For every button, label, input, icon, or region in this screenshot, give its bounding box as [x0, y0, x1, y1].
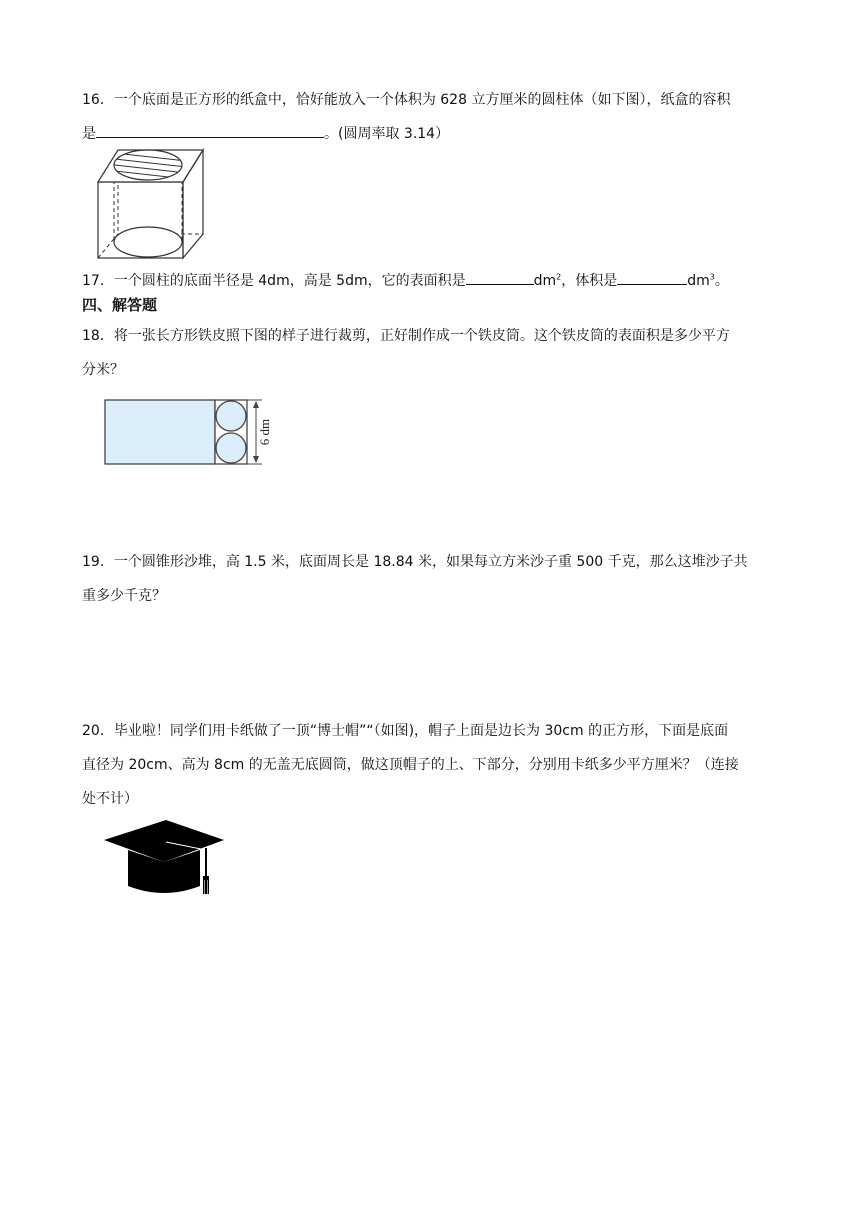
question-18 — [82, 319, 812, 387]
question-20 — [82, 714, 812, 816]
question-text: 一个底面是正方形的纸盒中，恰好能放入一个体积为 628 立方厘米的圆柱体（如下图），纸盒的容积 — [113, 92, 731, 108]
question-text: 直径为 20cm、高为 8cm 的无盖无底圆筒，做这顶帽子的上、下部分，分别用卡纸多少平方厘米？（连接 — [82, 757, 739, 773]
unit-exponent: 3 — [709, 272, 715, 282]
question-16-line-1 — [82, 83, 812, 117]
question-text: 一个圆锥形沙堆，高 1.5 米，底面周长是 18.84 米，如果每立方米沙子重 500 千克，那么这堆沙子共 — [113, 554, 748, 570]
question-16-line-2 — [82, 117, 812, 151]
question-text: 将一张长方形铁皮照下图的样子进行裁剪，正好制作成一个铁皮筒。这个铁皮筒的表面积是多少平方 — [113, 328, 730, 344]
question-number: 18． — [82, 328, 114, 344]
question-number: 16． — [82, 92, 114, 108]
question-text: ，体积是 — [561, 273, 618, 289]
question-19 — [82, 545, 812, 613]
graduation-cap-icon — [100, 818, 228, 898]
cube-with-cylinder-figure — [96, 148, 221, 260]
question-text: 毕业啦！同学们用卡纸做了一顶“博士帽”“（如图)，帽子上面是边长为 30cm 的正方形，下面是底面 — [113, 723, 729, 739]
circle-top — [216, 401, 246, 431]
iron-sheet-figure — [104, 398, 284, 468]
question-text: 处不计） — [82, 791, 138, 807]
question-text: 。 — [714, 273, 729, 289]
question-number: 20． — [82, 723, 114, 739]
question-text: 一个圆柱的底面半径是 4dm，高是 5dm，它的表面积是 — [113, 273, 466, 289]
rectangle-sheet — [105, 400, 215, 464]
unit-exponent: 2 — [556, 272, 562, 282]
question-number: 17． — [82, 273, 114, 289]
section-heading: 四、解答题 — [82, 296, 158, 314]
question-text: 重多少千克？ — [82, 588, 166, 604]
unit-label: dm — [533, 273, 557, 289]
unit-label: dm — [687, 273, 710, 289]
answer-blank[interactable] — [96, 121, 324, 138]
question-text: 是 — [82, 126, 96, 142]
question-number: 19． — [82, 554, 114, 570]
answer-blank-surface-area[interactable] — [466, 268, 534, 285]
question-text: 。(圆周率取 3.14） — [324, 126, 450, 142]
question-17 — [82, 264, 812, 298]
question-text: 分米？ — [82, 362, 124, 378]
question-16 — [82, 83, 812, 151]
answer-blank-volume[interactable] — [617, 268, 687, 285]
dimension-label: 6 dm — [257, 418, 272, 446]
circle-bottom — [216, 433, 246, 463]
